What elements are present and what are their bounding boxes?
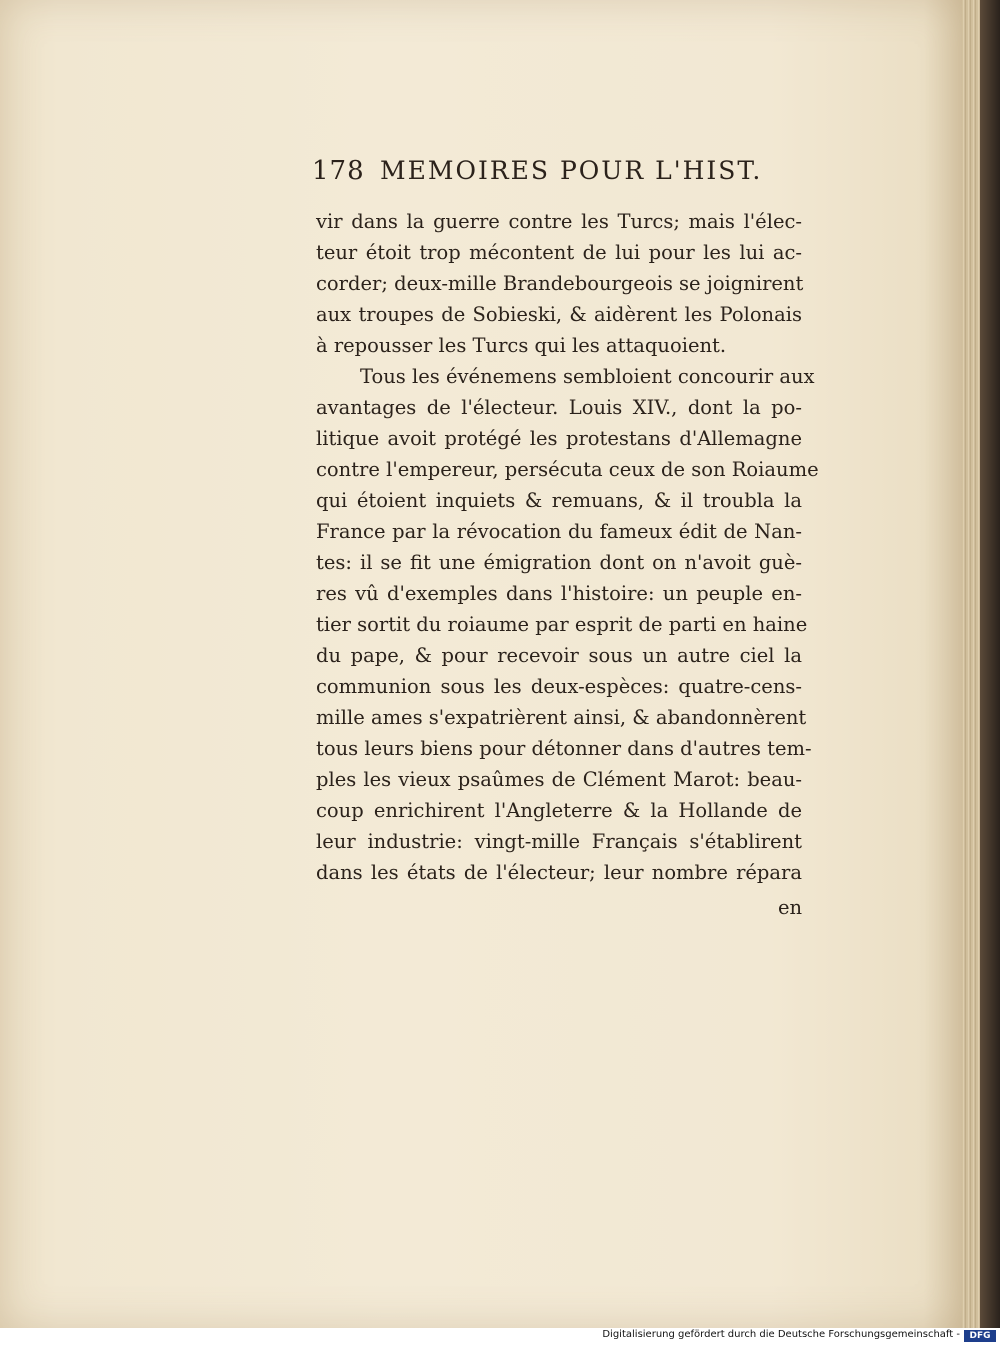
text-line: avantages de l'électeur. Louis XIV., dont la po- (316, 396, 802, 419)
text-line: tes: il se fit une émigration dont on n'avoit guè- (316, 551, 802, 574)
text-line: vir dans la guerre contre les Turcs; mais l'élec- (316, 210, 802, 233)
dfg-logo-icon: DFG (964, 1330, 996, 1342)
body-text (316, 206, 819, 888)
text-line: mille ames s'expatrièrent ainsi, & abandonnèrent (316, 706, 807, 729)
running-title: MEMOIRES POUR L'HIST. (380, 156, 763, 185)
text-line: corder; deux-mille Brandebourgeois se joignirent (316, 272, 804, 295)
spine-shadow (980, 0, 1000, 1328)
page-header (312, 152, 812, 192)
text-line: aux troupes de Sobieski, & aidèrent les Polonais (316, 303, 802, 326)
text-line: coup enrichirent l'Angleterre & la Hollande de (316, 799, 802, 822)
page-number: 178 (312, 156, 365, 186)
text-line: qui étoient inquiets & remuans, & il troubla la (316, 489, 802, 512)
text-line: dans les états de l'électeur; leur nombre répara (316, 861, 802, 884)
text-line: tous leurs biens pour détonner dans d'autres tem- (316, 737, 812, 760)
text-line: à repousser les Turcs qui les attaquoient. (316, 334, 727, 357)
text-line: teur étoit trop mécontent de lui pour les lui ac- (316, 241, 802, 264)
text-line: ples les vieux psaûmes de Clément Marot: beau- (316, 768, 802, 791)
catchword: en (778, 896, 803, 919)
text-line: France par la révocation du fameux édit de Nan- (316, 520, 802, 543)
text-line: res vû d'exemples dans l'histoire: un peuple en- (316, 582, 802, 605)
footer-bar (0, 1328, 1000, 1345)
text-line: leur industrie: vingt-mille Français s'établirent (316, 830, 802, 853)
text-line: du pape, & pour recevoir sous un autre ciel la (316, 644, 802, 667)
page-edges (962, 0, 980, 1328)
text-line: Tous les événemens sembloient concourir aux (360, 365, 815, 388)
text-line: contre l'empereur, persécuta ceux de son Roiaume (316, 458, 819, 481)
text-line: communion sous les deux-espèces: quatre-cens- (316, 675, 802, 698)
text-line: litique avoit protégé les protestans d'Allemagne (316, 427, 802, 450)
funding-credit: Digitalisierung gefördert durch die Deutsche Forschungsgemeinschaft - (602, 1329, 960, 1340)
text-line: tier sortit du roiaume par esprit de parti en haine (316, 613, 808, 636)
